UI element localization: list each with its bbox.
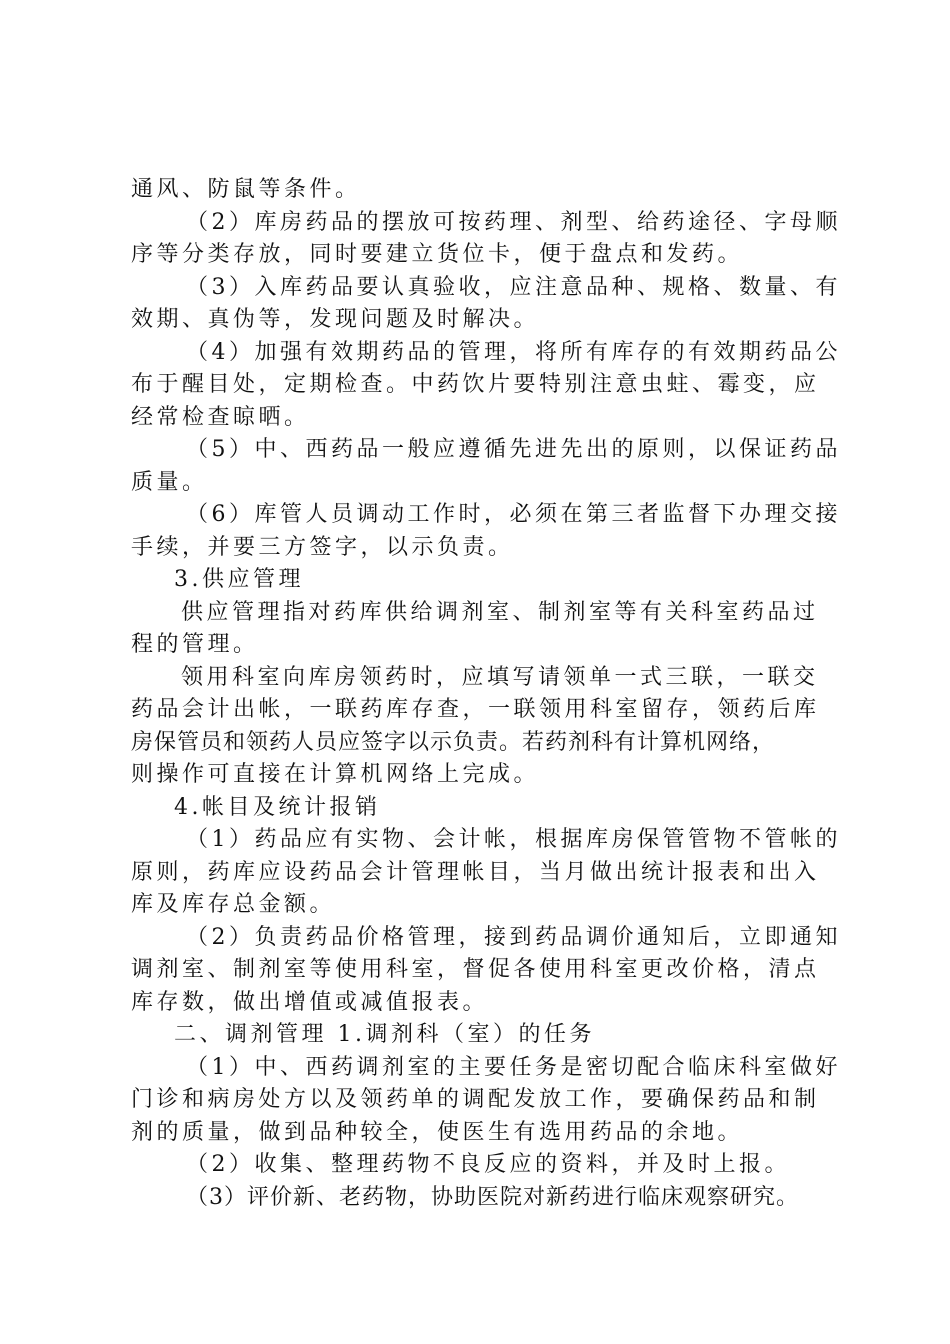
paragraph-line: （4）加强有效期药品的管理，将所有库存的有效期药品公 <box>186 339 841 365</box>
paragraph-line: 质量。 <box>131 469 208 495</box>
paragraph-line: 手续，并要三方签字，以示负责。 <box>131 534 514 560</box>
section-heading: 4.帐目及统计报销 <box>174 794 381 820</box>
paragraph-line: 门诊和病房处方以及领药单的调配发放工作，要确保药品和制 <box>131 1087 820 1112</box>
paragraph-line: 效期、真伪等，发现问题及时解决。 <box>131 307 540 332</box>
paragraph-line: 经常检查晾晒。 <box>131 404 310 430</box>
paragraph-line: （6）库管人员调动工作时，必须在第三者监督下办理交接 <box>186 502 841 527</box>
paragraph-line: 领用科室向库房领药时，应填写请领单一式三联，一联交 <box>181 664 819 690</box>
paragraph-line: 供应管理指对药库供给调剂室、制剂室等有关科室药品过 <box>181 599 819 625</box>
document-body <box>131 174 841 1214</box>
paragraph-line: 库存数，做出增值或减值报表。 <box>131 989 489 1015</box>
paragraph-line: （2）库房药品的摆放可按药理、剂型、给药途径、字母顺 <box>186 209 841 235</box>
paragraph-line: 序等分类存放，同时要建立货位卡，便于盘点和发药。 <box>131 242 744 267</box>
paragraph-line: 剂的质量，做到品种较全，使医生有选用药品的余地。 <box>131 1119 744 1145</box>
section-heading: 二、调剂管理 1.调剂科（室）的任务 <box>174 1022 595 1047</box>
paragraph-line: （2）负责药品价格管理，接到药品调价通知后，立即通知 <box>186 924 841 950</box>
paragraph-line: （1）药品应有实物、会计帐，根据库房保管管物不管帐的 <box>186 827 841 852</box>
paragraph-line: 程的管理。 <box>131 632 259 657</box>
paragraph-line: 布于醒目处，定期检查。中药饮片要特别注意虫蛀、霉变，应 <box>131 372 820 397</box>
section-heading: 3.供应管理 <box>174 567 304 592</box>
paragraph-line: 库及库存总金额。 <box>131 892 336 917</box>
paragraph-line: （3）入库药品要认真验收，应注意品种、规格、数量、有 <box>186 274 841 300</box>
paragraph-line: （1）中、西药调剂室的主要任务是密切配合临床科室做好 <box>186 1054 841 1080</box>
paragraph-line: 则操作可直接在计算机网络上完成。 <box>131 762 540 787</box>
paragraph-line: 原则，药库应设药品会计管理帐目，当月做出统计报表和出入 <box>131 859 820 885</box>
paragraph-line: （3）评价新、老药物，协助医院对新药进行临床观察研究。 <box>186 1184 799 1210</box>
paragraph-line: （2）收集、整理药物不良反应的资料，并及时上报。 <box>186 1152 790 1177</box>
paragraph-line: 通风、防鼠等条件。 <box>131 177 361 202</box>
paragraph-line: 药品会计出帐，一联药库存查，一联领用科室留存，领药后库 <box>131 697 820 722</box>
paragraph-line: 调剂室、制剂室等使用科室，督促各使用科室更改价格，清点 <box>131 957 820 982</box>
paragraph-line: 房保管员和领药人员应签字以示负责。若药剂科有计算机网络， <box>131 729 776 755</box>
paragraph-line: （5）中、西药品一般应遵循先进先出的原则，以保证药品 <box>186 437 841 462</box>
